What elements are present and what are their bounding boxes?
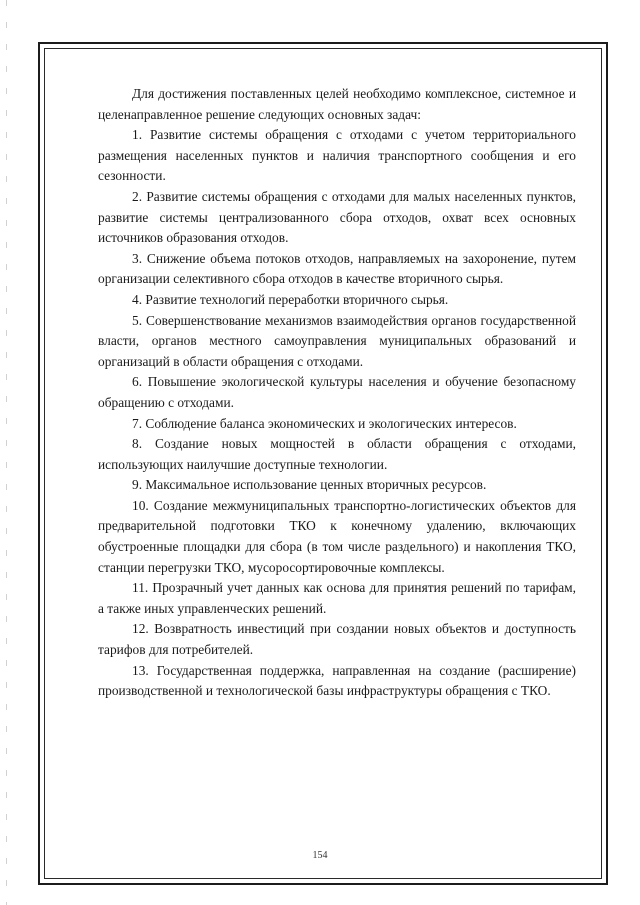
paragraph-task-5: 5. Совершенствование механизмов взаимодействия органов государственной власти, органов местного самоуправления муниципальных образований и организаций в области обращения с отходами. — [98, 312, 576, 369]
paragraph-task-2: 2. Развитие системы обращения с отходами для малых населенных пунктов, развитие системы централизованного сбора отходов, охват всех основных источников образования отходов. — [98, 188, 576, 246]
paragraph-task-1: 1. Развитие системы обращения с отходами с учетом территориального размещения населенных пунктов и наличия транспортного сообщения и его сезонности. — [98, 127, 576, 184]
paragraph-task-10: 10. Создание межмуниципальных транспортно-логистических объектов для предварительной подготовки ТКО к конечному удалению, включающих обустроенные площадки для сбора (в том числе раздельного) и накопления ТКО, станции перегрузки ТКО, мусоросортировочные комплексы. — [98, 497, 576, 575]
document-body — [98, 84, 576, 702]
paragraph-task-8: 8. Создание новых мощностей в области обращения с отходами, использующих наилучшие доступные технологии. — [98, 436, 576, 472]
paragraph-task-9: 9. Максимальное использование ценных вторичных ресурсов. — [132, 477, 487, 493]
scan-edge-artifact — [6, 0, 7, 905]
page-number: 154 — [312, 850, 328, 861]
paragraph-task-3: 3. Снижение объема потоков отходов, направляемых на захоронение, путем организации селективного сбора отходов в качестве вторичного сырья. — [98, 250, 576, 287]
paragraph-task-4: 4. Развитие технологий переработки вторичного сырья. — [132, 291, 449, 307]
paragraph-task-11: 11. Прозрачный учет данных как основа для принятия решений по тарифам, а также иных управленческих решений. — [98, 580, 576, 616]
paragraph-task-7: 7. Соблюдение баланса экономических и экологических интересов. — [132, 415, 517, 431]
paragraph-task-13: 13. Государственная поддержка, направленная на создание (расширение) производственной и технологической базы инфраструктуры обращения с ТКО. — [98, 662, 576, 699]
paragraph-intro: Для достижения поставленных целей необходимо комплексное, системное и целенаправленное решение следующих основных задач: — [98, 86, 576, 122]
paragraph-task-12: 12. Возвратность инвестиций при создании новых объектов и доступность тарифов для потребителей. — [98, 621, 576, 658]
paragraph-task-6: 6. Повышение экологической культуры населения и обучение безопасному обращению с отходами. — [98, 374, 576, 410]
